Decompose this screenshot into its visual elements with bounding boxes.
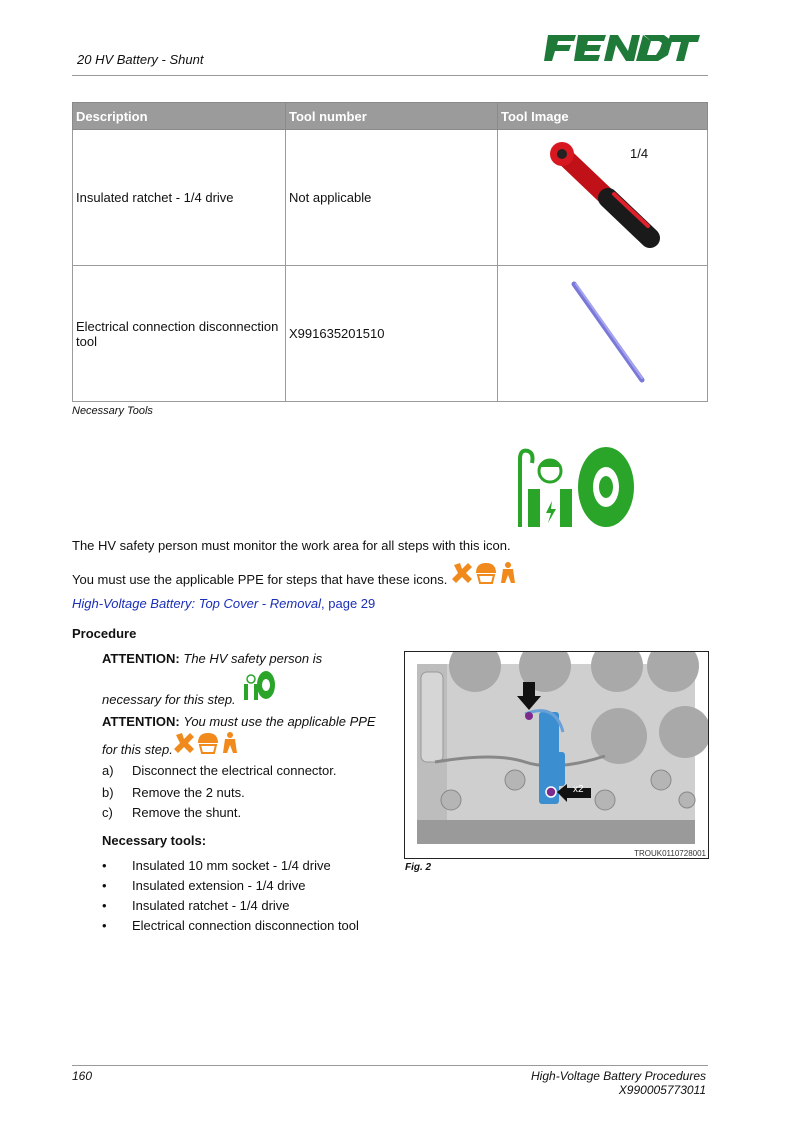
ratchet-icon [538,138,688,258]
hv-safety-person-small-icon [240,670,276,700]
table-caption: Necessary Tools [72,405,153,417]
bullet-icon: • [102,858,107,873]
bullet-icon: • [102,878,107,893]
procedure-heading: Procedure [72,626,137,641]
step-text: Remove the shunt. [132,805,242,820]
list-item: Insulated 10 mm socket - 1/4 drive [132,858,331,873]
attention-text-cont: for this step. [102,742,173,757]
image-code: TROUK0110728001 [634,849,706,858]
footer-doc-info [531,1069,706,1097]
tool-image-cell [498,130,708,266]
figure-2 [404,651,709,859]
section-title: 20 HV Battery - Shunt [77,52,204,67]
callout-quantity: x2 [573,784,584,795]
table-row [73,266,708,402]
attention-ppe [102,714,376,729]
tool-description: Insulated ratchet - 1/4 drive [73,130,286,266]
tool-number: Not applicable [286,130,498,266]
step-text: Remove the 2 nuts. [132,785,245,800]
list-item: Insulated ratchet - 1/4 drive [132,898,290,913]
figure-caption: Fig. 2 [405,862,432,873]
ratchet-drive-label: 1/4 [630,146,649,161]
disconnection-tool-icon [558,276,678,396]
tools-table [72,102,708,402]
header-rule [72,75,708,76]
step-letter: b) [102,785,114,800]
attention-label: ATTENTION: [102,651,180,666]
table-row [73,130,708,266]
page-number: 160 [72,1069,93,1083]
list-item: Electrical connection disconnection tool [132,918,359,933]
tool-number: X991635201510 [286,266,498,402]
list-item: Insulated extension - 1/4 drive [132,878,306,893]
column-header-tool-image: Tool Image [498,103,708,130]
attention-safety-person [102,651,322,666]
bullet-icon: • [102,898,107,913]
step-letter: c) [102,805,113,820]
shunt-illustration [405,652,708,858]
monitor-instruction: The HV safety person must monitor the work area for all steps with this icon. [72,538,511,553]
attention-text: The HV safety person is [183,651,323,666]
doc-number: X990005773011 [618,1083,706,1097]
ppe-icons [452,561,518,585]
link-page[interactable]: , page 29 [321,596,376,611]
column-header-tool-number: Tool number [286,103,498,130]
hv-safety-person-icon [514,441,636,529]
tool-image-cell [498,266,708,402]
doc-title: High-Voltage Battery Procedures [531,1069,706,1083]
step-letter: a) [102,763,114,778]
attention-label: ATTENTION: [102,714,180,729]
footer-rule [72,1065,708,1066]
attention-text: You must use the applicable PPE [183,714,376,729]
necessary-tools-heading: Necessary tools: [102,833,207,848]
fendt-logo [544,33,700,68]
attention-text-cont: necessary for this step. [102,692,236,707]
link-text[interactable]: High-Voltage Battery: Top Cover - Removal [72,596,322,611]
ppe-instruction: You must use the applicable PPE for steps that have these icons. [72,572,448,587]
ppe-small-icons [174,731,240,755]
tool-description: Electrical connection disconnection tool [73,266,286,402]
bullet-icon: • [102,918,107,933]
cross-reference-link[interactable] [72,595,375,613]
column-header-description: Description [73,103,286,130]
step-text: Disconnect the electrical connector. [132,763,337,778]
